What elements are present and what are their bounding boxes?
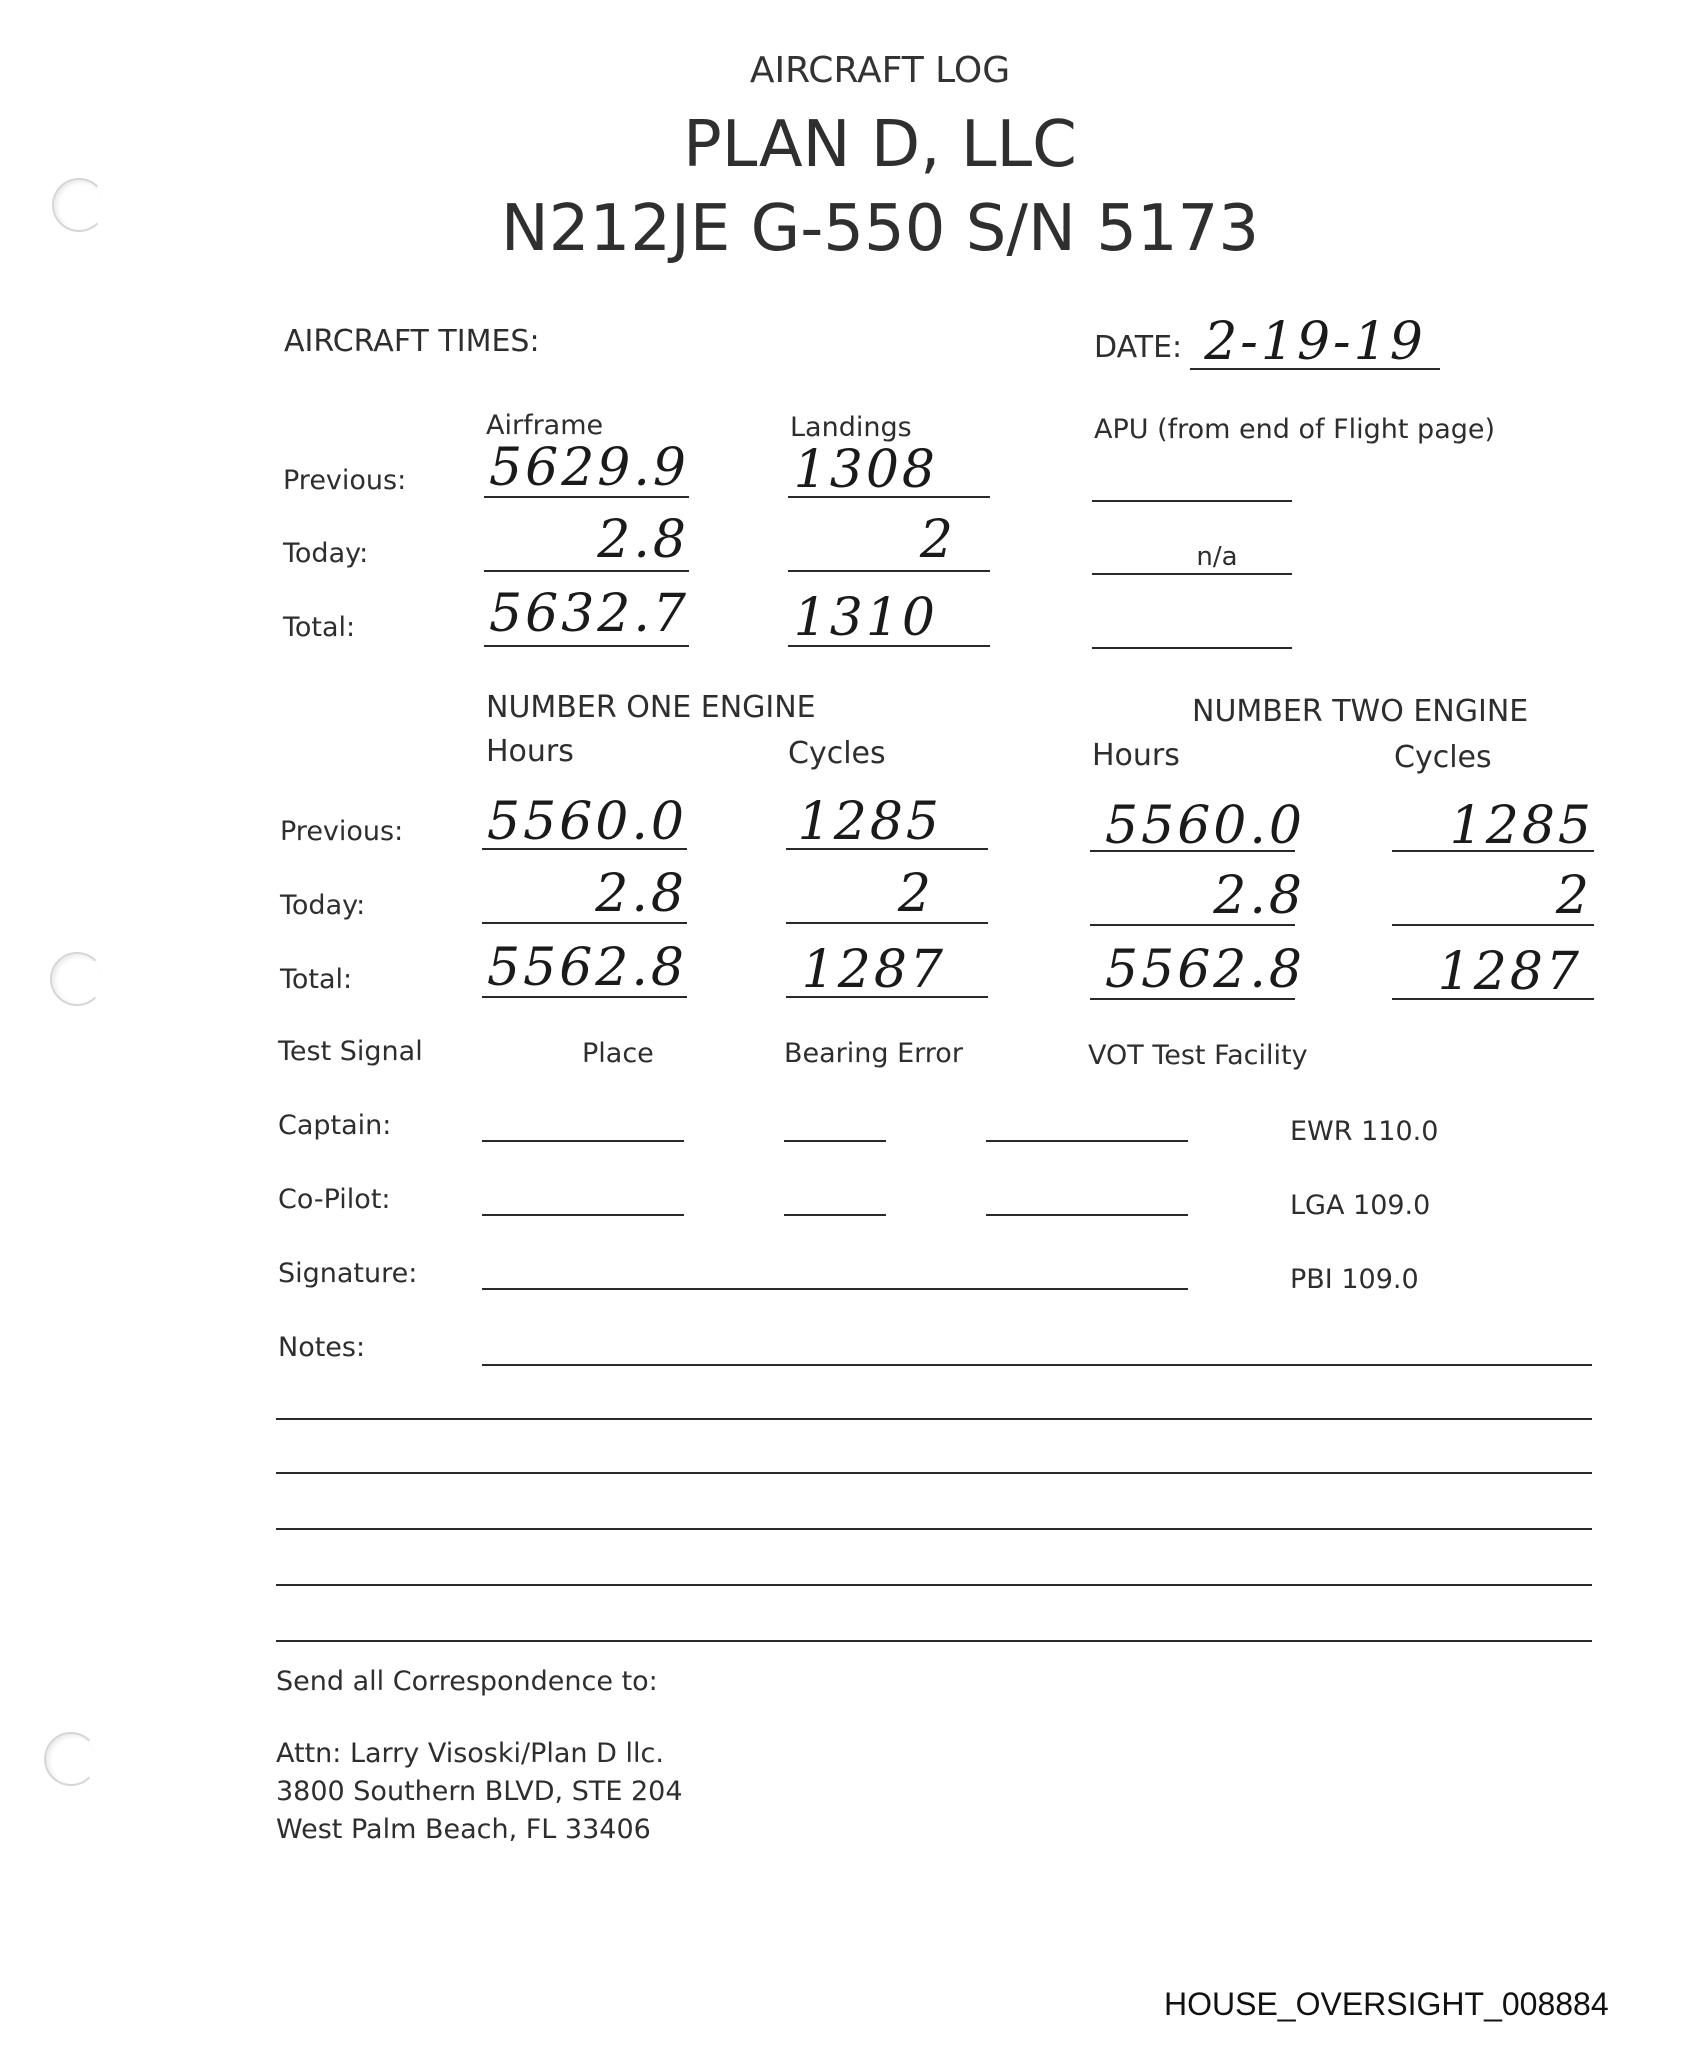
apu-today-value[interactable]: n/a [1196, 542, 1238, 572]
apu-today-line [1092, 573, 1292, 575]
times-row-today: Today: [283, 538, 369, 569]
engines-row-previous: Previous: [280, 816, 404, 847]
bearing-error-header: Bearing Error [784, 1038, 963, 1069]
notes-line[interactable] [276, 1640, 1592, 1642]
engine1-cycles-total-value[interactable]: 1287 [801, 940, 946, 1000]
engine2-hours-previous-value[interactable]: 5560.0 [1105, 796, 1305, 856]
notes-line[interactable] [276, 1584, 1592, 1586]
notes-line[interactable] [276, 1528, 1592, 1530]
apu-previous-line [1092, 500, 1292, 502]
airframe-today-line [484, 570, 689, 572]
apu-total-line [1092, 647, 1292, 649]
aircraft-times-label: AIRCRAFT TIMES: [284, 324, 540, 359]
engine2-hours-total-value[interactable]: 5562.8 [1105, 940, 1305, 1000]
place-header: Place [582, 1038, 654, 1069]
notes-line[interactable] [482, 1364, 1592, 1366]
correspondence-attn: Attn: Larry Visoski/Plan D llc. [276, 1738, 664, 1769]
airframe-total-value[interactable]: 5632.7 [489, 584, 689, 644]
copilot-place-field[interactable] [482, 1214, 684, 1216]
test-signal-header: Test Signal [278, 1036, 423, 1067]
engine2-cycles-total-value[interactable]: 1287 [1437, 942, 1582, 1002]
engines-row-total: Total: [280, 964, 353, 995]
engines-row-today: Today: [280, 890, 366, 921]
landings-previous-value[interactable]: 1308 [793, 440, 938, 500]
signature-label: Signature: [278, 1258, 418, 1289]
correspondence-street: 3800 Southern BLVD, STE 204 [276, 1776, 683, 1807]
engine2-hours-today-value[interactable]: 2.8 [1213, 866, 1305, 926]
copilot-label: Co-Pilot: [278, 1184, 391, 1215]
engine1-cycles-previous-value[interactable]: 1285 [797, 792, 942, 852]
engine-one-cycles-header: Cycles [788, 736, 886, 771]
engine1-hours-previous-value[interactable]: 5560.0 [487, 792, 687, 852]
engine-two-hours-header: Hours [1092, 738, 1180, 773]
airframe-column-header: Airframe [486, 410, 604, 441]
binder-hole [44, 1732, 98, 1786]
engine2-cycles-today-value[interactable]: 2 [1555, 866, 1592, 926]
airframe-today-value[interactable]: 2.8 [597, 510, 689, 570]
times-row-total: Total: [283, 612, 356, 643]
engine-one-title: NUMBER ONE ENGINE [486, 690, 816, 725]
date-label: DATE: [1094, 330, 1183, 365]
captain-label: Captain: [278, 1110, 392, 1141]
airframe-previous-value[interactable]: 5629.9 [489, 438, 689, 498]
apu-column-header: APU (from end of Flight page) [1094, 414, 1496, 445]
notes-label: Notes: [278, 1332, 366, 1363]
date-value[interactable]: 2-19-19 [1204, 312, 1426, 372]
facility-lga: LGA 109.0 [1290, 1190, 1431, 1221]
signature-field[interactable] [482, 1288, 1188, 1290]
landings-total-value[interactable]: 1310 [793, 588, 938, 648]
notes-line[interactable] [276, 1418, 1592, 1420]
engine-two-title: NUMBER TWO ENGINE [1192, 694, 1529, 729]
aircraft-id: N212JE G-550 S/N 5173 [500, 192, 1260, 266]
facility-pbi: PBI 109.0 [1290, 1264, 1419, 1295]
captain-facility-field[interactable] [986, 1140, 1188, 1142]
engine-one-hours-header: Hours [486, 734, 574, 769]
engine1-cycles-today-value[interactable]: 2 [897, 864, 934, 924]
airframe-total-line [484, 645, 689, 647]
engine-two-cycles-header: Cycles [1394, 740, 1492, 775]
captain-bearing-field[interactable] [784, 1140, 886, 1142]
copilot-facility-field[interactable] [986, 1214, 1188, 1216]
engine1-hours-total-value[interactable]: 5562.8 [487, 938, 687, 998]
bates-number: HOUSE_OVERSIGHT_008884 [1164, 1986, 1609, 2022]
times-row-previous: Previous: [283, 465, 407, 496]
landings-column-header: Landings [790, 412, 912, 443]
landings-today-value[interactable]: 2 [919, 510, 956, 570]
captain-place-field[interactable] [482, 1140, 684, 1142]
correspondence-heading: Send all Correspondence to: [276, 1666, 658, 1697]
binder-hole [50, 952, 104, 1006]
copilot-bearing-field[interactable] [784, 1214, 886, 1216]
vot-facility-header: VOT Test Facility [1088, 1040, 1308, 1071]
engine1-hours-today-value[interactable]: 2.8 [595, 864, 687, 924]
company-name: PLAN D, LLC [683, 108, 1077, 182]
form-title: AIRCRAFT LOG [749, 50, 1011, 91]
landings-today-line [788, 570, 990, 572]
engine2-cycles-previous-value[interactable]: 1285 [1449, 796, 1594, 856]
correspondence-city: West Palm Beach, FL 33406 [276, 1814, 651, 1845]
notes-line[interactable] [276, 1472, 1592, 1474]
facility-ewr: EWR 110.0 [1290, 1116, 1439, 1147]
